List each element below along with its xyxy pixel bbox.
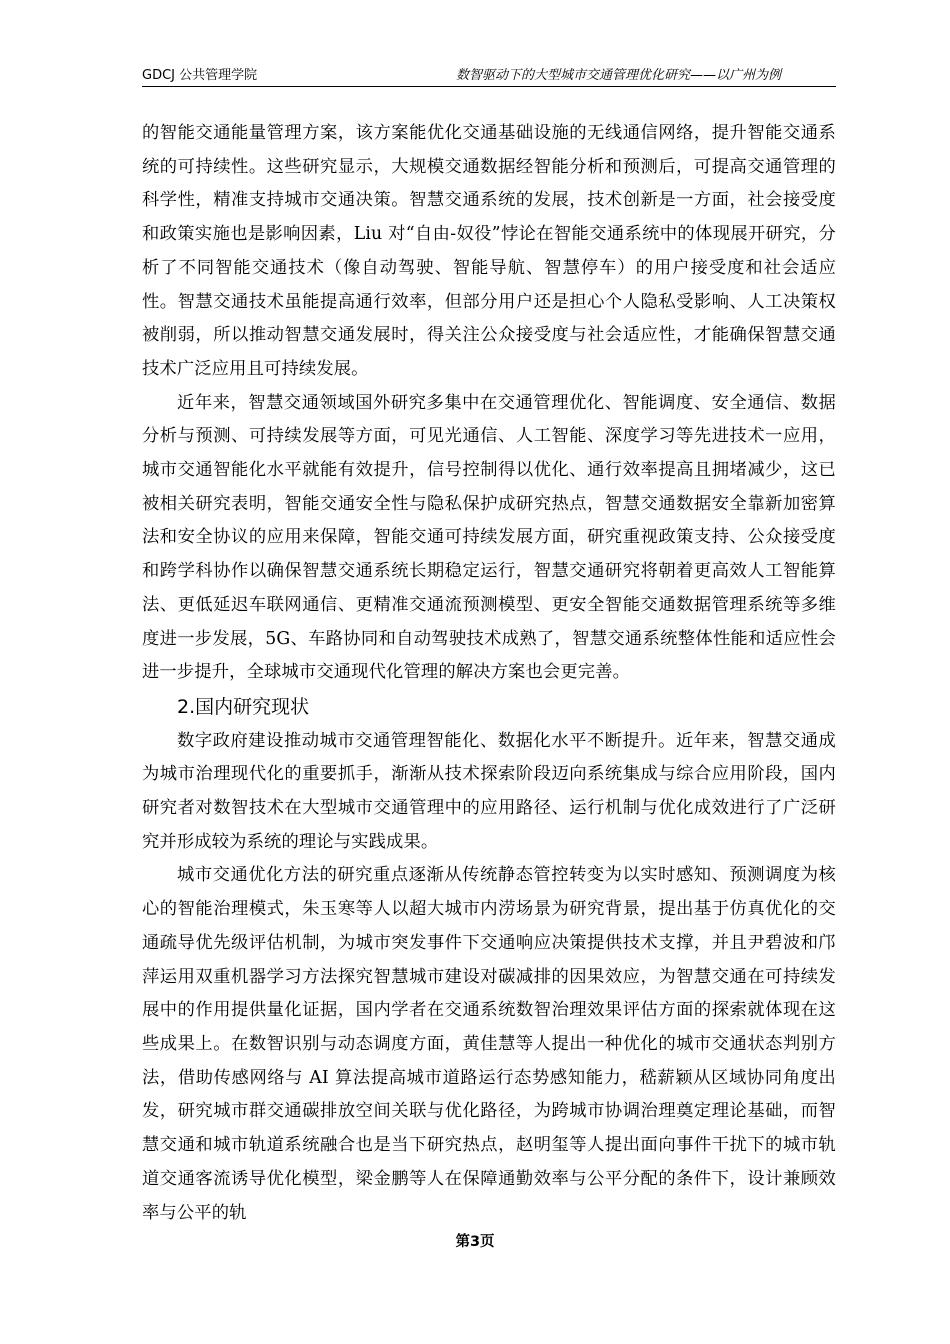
header-document-title: 数智驱动下的大型城市交通管理优化研究——以广州为例 xyxy=(455,68,781,83)
body-paragraph: 的智能交通能量管理方案，该方案能优化交通基础设施的无线通信网络，提升智能交通系统的可持续性。这些研究显示，大规模交通数据经智能分析和预测后，可提高交通管理的科学性，精准支持城市交通决策。智慧交通系统的发展，技术创新是一方面，社会接受度和政策实施也是影响因素，Liu 对“自由-奴役”悖论在智能交通系统中的体现展开研究，分析了不同智能交通技术（像自动驾驶、智能导航、智慧停车）的用户接受度和社会适应性。智慧交通技术虽能提高通行效率，但部分用户还是担心个人隐私受影响、人工决策权被削弱，所以推动智慧交通发展时，得关注公众接受度与社会适应性，才能确保智慧交通技术广泛应用且可持续发展。 xyxy=(142,123,836,379)
page-number: 第3页 xyxy=(455,1234,495,1250)
body-paragraph: 城市交通优化方法的研究重点逐渐从传统静态管控转变为以实时感知、预测调度为核心的智能治理模式，朱玉寒等人以超大城市内涝场景为研究背景，提出基于仿真优化的交通疏导优先级评估机制，为城市突发事件下交通响应决策提供技术支撑，并且尹碧波和邝萍运用双重机器学习方法探究智慧城市建设对碳减排的因果效应，为智慧交通在可持续发展中的作用提供量化证据，国内学者在交通系统数智治理效果评估方面的探索就体现在这些成果上。在数智识别与动态调度方面，黄佳慧等人提出一种优化的城市交通状态判别方法，借助传感网络与 AI 算法提高城市道路运行态势感知能力，嵇薪颖从区域协同角度出发，研究城市群交通碳排放空间关联与优化路径，为跨城市协调治理奠定理论基础，而智慧交通和城市轨道系统融合也是当下研究热点，赵明玺等人提出面向事件干扰下的城市轨道交通客流诱导优化模型，梁金鹏等人在保障通勤效率与公平分配的条件下，设计兼顾效率与公平的轨 xyxy=(142,865,836,1223)
page-header xyxy=(142,68,836,87)
body-paragraph: 数字政府建设推动城市交通管理智能化、数据化水平不断提升。近年来，智慧交通成为城市治理现代化的重要抓手，渐渐从技术探索阶段迈向系统集成与综合应用阶段，国内研究者对数智技术在大型城市交通管理中的应用路径、运行机制与优化成效进行了广泛研究并形成较为系统的理论与实践成果。 xyxy=(142,730,836,852)
section-heading: 2.国内研究现状 xyxy=(177,695,310,718)
header-institution: GDCJ 公共管理学院 xyxy=(142,68,258,83)
body-paragraph: 近年来，智慧交通领域国外研究多集中在交通管理优化、智能调度、安全通信、数据分析与预测、可持续发展等方面，可见光通信、人工智能、深度学习等先进技术一应用，城市交通智能化水平就能有效提升，信号控制得以优化、通行效率提高且拥堵减少，这已被相关研究表明，智能交通安全性与隐私保护成研究热点，智慧交通数据安全靠新加密算法和安全协议的应用来保障，智能交通可持续发展方面，研究重视政策支持、公众接受度和跨学科协作以确保智慧交通系统长期稳定运行，智慧交通研究将朝着更高效人工智能算法、更低延迟车联网通信、更精准交通流预测模型、更安全智能交通数据管理系统等多维度进一步发展，5G、车路协同和自动驾驶技术成熟了，智慧交通系统整体性能和适应性会进一步提升，全球城市交通现代化管理的解决方案也会更完善。 xyxy=(142,392,836,683)
page-body xyxy=(142,117,836,1230)
